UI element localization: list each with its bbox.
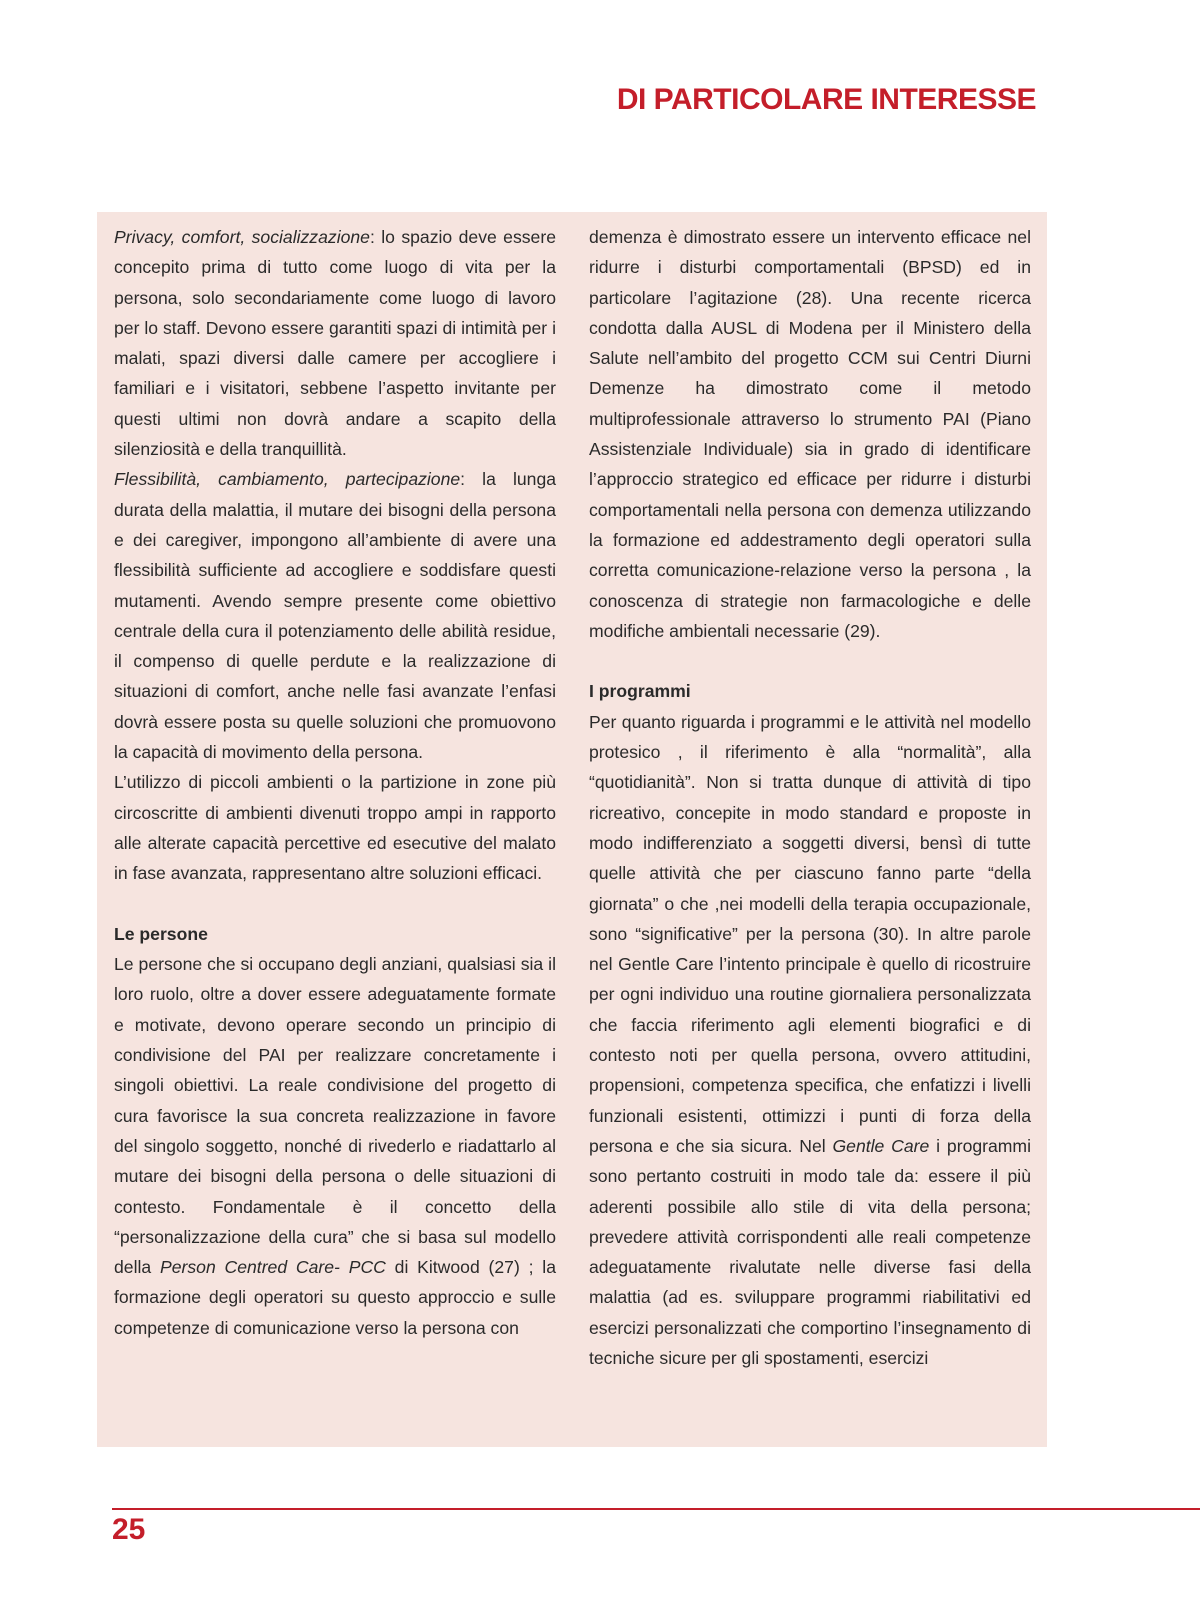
paragraph-persone-text-b: di Kitwood (27) ; la formazione degli operatori su questo approccio e sulle competenze di comunicazione verso la persona con <box>114 1257 557 1338</box>
paragraph-programmi-text-b: i programmi sono pertanto costruiti in modo tale da: essere il più aderenti possibile allo stile di vita della persona; prevedere attività corrispondenti alle reali competenze adeguatamente rivalutate nelle diverse fasi della malattia (ad es. sviluppare programmi riabilitativi ed esercizi personalizzati che comportino l’insegnamento di tecniche sicure per gli spostamenti, esercizi <box>589 1135 1032 1368</box>
paragraph-programmi-text-a: Per quanto riguarda i programmi e le attività nel modello protesico , il riferimento è alla “normalità”, alla “quotidianità”. Non si tratta dunque di attività di tipo ricreativo, concepite in modo standard e proposte in modo indifferenziato a soggetti diversi, bensì di tutte quelle attività che per ciascuno fanno parte “della giornata” o che ,nei modelli della terapia occupazionale, sono “significative” per la persona (30). In altre parole nel Gentle Care l’intento principale è quello di ricostruire per ogni individuo una routine giornaliera personalizzata che faccia riferimento agli elementi biografici e di contesto noti per quella persona, ovvero attitudini, propensioni, competenza specifica, che enfatizzi i livelli funzionali esistenti, ottimizzi i punti di forza della persona e che sia sicura. Nel <box>589 711 1031 1156</box>
paragraph-demenza: demenza è dimostrato essere un intervento efficace nel ridurre i disturbi comportamentali (BPSD) ed in particolare l’agitazione (28). Una recente ricerca condotta dalla AUSL di Modena per il Ministero della Salute nell’ambito del progetto CCM sui Centri Diurni Demenze ha dimostrato come il metodo multiprofessionale attraverso lo strumento PAI (Piano Assistenziale Individuale) sia in grado di identificare l’approccio strategico ed efficace per ridurre i disturbi comportamentali nella persona con demenza utilizzando la formazione ed addestramento degli operatori sulla corretta comunicazione-relazione verso la persona , la conoscenza di strategie non farmacologiche e delle modifiche ambientali necessarie (29). <box>589 227 1031 641</box>
paragraph-privacy <box>114 222 556 464</box>
paragraph-flessibilita-lead: Flessibilità, cambiamento, partecipazione <box>114 469 461 490</box>
paragraph-flessibilita-text: : la lunga durata della malattia, il mutare dei bisogni della persona e dei caregiver, impongono all’ambiente di avere una flessibilità sufficiente ad accogliere e soddisfare questi mutamenti. Avendo sempre presente come obiettivo centrale della cura il potenziamento delle abilità residue, il compenso di quelle perdute e la realizzazione di situazioni di comfort, anche nelle fasi avanzate l’enfasi dovrà essere posta su quelle soluzioni che promuovono la capacità di movimento della persona. <box>114 469 557 763</box>
paragraph-programmi <box>589 707 1031 1374</box>
paragraph-ambienti: L’utilizzo di piccoli ambienti o la partizione in zone più circoscritte di ambienti divenuti troppo ampi in rapporto alle alterate capacità percettive ed esecutive del malato in fase avanzata, rappresentano altre soluzioni efficaci. <box>114 772 556 884</box>
article-text-box <box>97 212 1047 1447</box>
paragraph-persone <box>114 949 556 1343</box>
footer-divider <box>112 1508 1200 1510</box>
left-column <box>114 222 556 1343</box>
paragraph-persone-em: Person Centred Care- PCC <box>159 1257 386 1278</box>
heading-le-persone: Le persone <box>114 923 208 944</box>
section-title: DI PARTICOLARE INTERESSE <box>616 83 1036 116</box>
paragraph-persone-text-a: Le persone che si occupano degli anziani, qualsiasi sia il loro ruolo, oltre a dover essere adeguatamente formate e motivate, devono operare secondo un principio di condivisione del PAI per realizzare concretamente i singoli obiettivi. La reale condivisione del progetto di cura favorisce la sua concreta realizzazione in favore del singolo soggetto, nonché di rivederlo e riadattarlo al mutare dei bisogni della persona o delle situazioni di contesto. Fondamentale è il concetto della “personalizzazione della cura” che si basa sul modello della <box>114 954 556 1278</box>
paragraph-privacy-lead: Privacy, comfort, socializzazione <box>114 227 370 247</box>
right-column <box>589 222 1031 1373</box>
heading-i-programmi: I programmi <box>589 681 691 702</box>
paragraph-programmi-em: Gentle Care <box>832 1135 930 1156</box>
paragraph-privacy-text: : lo spazio deve essere concepito prima di tutto come luogo di vita per la persona, solo secondariamente come luogo di lavoro per lo staff. Devono essere garantiti spazi di intimità per i malati, spazi diversi dalle camere per accogliere i familiari e i visitatori, sebbene l’aspetto invitante per questi ultimi non dovrà andare a scapito della silenziosità e della tranquillità. <box>114 227 556 460</box>
paragraph-flessibilita <box>114 464 556 767</box>
page-number: 25 <box>112 1513 146 1546</box>
